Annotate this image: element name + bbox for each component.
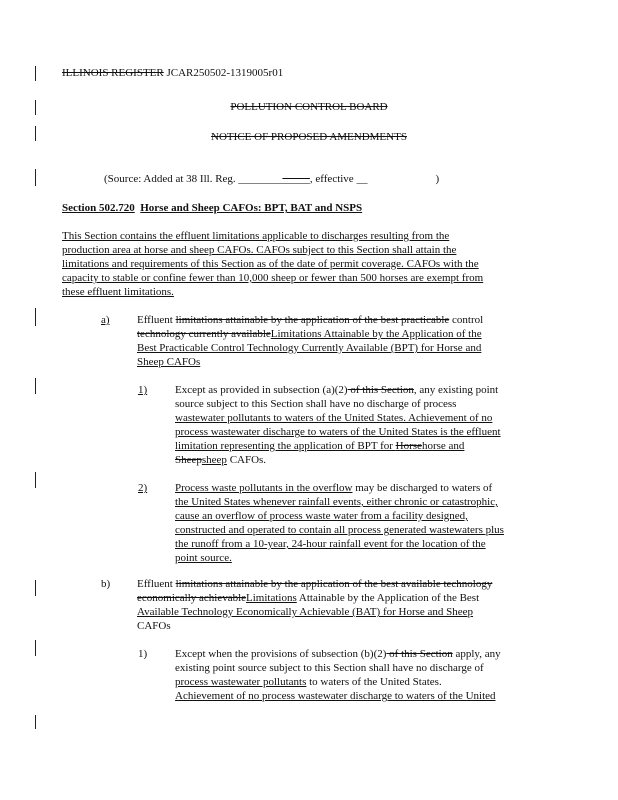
item-a2-line: constructed and operated to contain all process generated wastewaters plus [175, 524, 504, 536]
change-bar [35, 715, 36, 729]
item-a1-label: 1) [138, 384, 148, 396]
item-a2-line: the United States whenever rainfall events, either chronic or catastrophic, [175, 496, 498, 508]
intro-line: these effluent limitations. [62, 286, 174, 298]
item-a1-line: Sheepsheep CAFOs. [175, 454, 267, 466]
subsection-a-line: Effluent limitations attainable by the application of the best practicable control [137, 314, 484, 326]
section-number: Section 502.720 [62, 202, 135, 214]
subsection-b-line: CAFOs [137, 620, 171, 632]
change-bar [35, 580, 36, 596]
change-bar [35, 308, 36, 326]
item-a1-line: source subject to this Section shall have no discharge of process [175, 398, 457, 410]
subsection-b-line: economically achievableLimitations Attainable by the Application of the Best [137, 592, 480, 604]
change-bar [35, 640, 36, 656]
subsection-a-label: a) [101, 314, 110, 326]
section-heading [62, 202, 362, 215]
subsection-b-label: b) [101, 578, 111, 590]
register-struck: ILLINOIS REGISTER [62, 67, 164, 79]
item-a1-line: limitation representing the application of BPT for Horsehorse and [175, 440, 465, 452]
subsection-b-line: Effluent limitations attainable by the application of the best available technology [137, 578, 493, 590]
intro-line: capacity to stable or confine fewer than 10,000 sheep or fewer than 500 horses are exempt from [62, 272, 484, 284]
change-bar [35, 66, 36, 81]
register-code: JCAR250502-1319005r01 [166, 67, 284, 79]
source-line: (Source: Added at 38 Ill. Reg. _____________, effective __ ) [104, 173, 440, 185]
item-a1-line: wastewater pollutants to waters of the United States. Achievement of no [175, 412, 493, 424]
change-bar [35, 472, 36, 488]
item-a2-line: Process waste pollutants in the overflow may be discharged to waters of [175, 482, 493, 494]
item-a2-line: point source. [175, 552, 232, 564]
item-b1-line: existing point source subject to this Section shall have no discharge of [175, 662, 484, 674]
change-bar [35, 378, 36, 394]
item-a1-line: Except as provided in subsection (a)(2) of this Section, any existing point [175, 384, 499, 396]
subsection-b-line: Available Technology Economically Achievable (BAT) for Horse and Sheep [137, 606, 474, 618]
intro-line: This Section contains the effluent limitations applicable to discharges resulting from the [62, 230, 450, 242]
item-b1-line: process wastewater pollutants to waters of the United States. [175, 676, 442, 688]
item-a2-label: 2) [138, 482, 148, 494]
item-b1-line: Achievement of no process wastewater discharge to waters of the United [175, 690, 496, 702]
item-b1-label: 1) [138, 648, 148, 660]
notice-title: NOTICE OF PROPOSED AMENDMENTS [211, 131, 407, 143]
subsection-a-line: technology currently availableLimitations Attainable by the Application of the [137, 328, 482, 340]
item-a2-line: the runoff from a 10-year, 24-hour rainfall event for the location of the [175, 538, 486, 550]
subsection-a-line: Best Practicable Control Technology Currently Available (BPT) for Horse and [137, 342, 482, 354]
item-a1-line: process wastewater discharge to waters of the United States is the effluent [175, 426, 501, 438]
item-b1-line: Except when the provisions of subsection (b)(2) of this Section apply, any [175, 648, 501, 660]
change-bar [35, 169, 36, 186]
intro-line: limitations and requirements of this Section as of the date of permit coverage. CAFOs with the [62, 258, 479, 270]
intro-line: production area at horse and sheep CAFOs. CAFOs subject to this Section shall attain the [62, 244, 457, 256]
subsection-a-line: Sheep CAFOs [137, 356, 201, 368]
board-title: POLLUTION CONTROL BOARD [230, 101, 388, 113]
item-a2-line: cause an overflow of process waste water from a facility designed, [175, 510, 468, 522]
section-title: Horse and Sheep CAFOs: BPT, BAT and NSPS [140, 202, 363, 214]
register-line [62, 67, 283, 80]
